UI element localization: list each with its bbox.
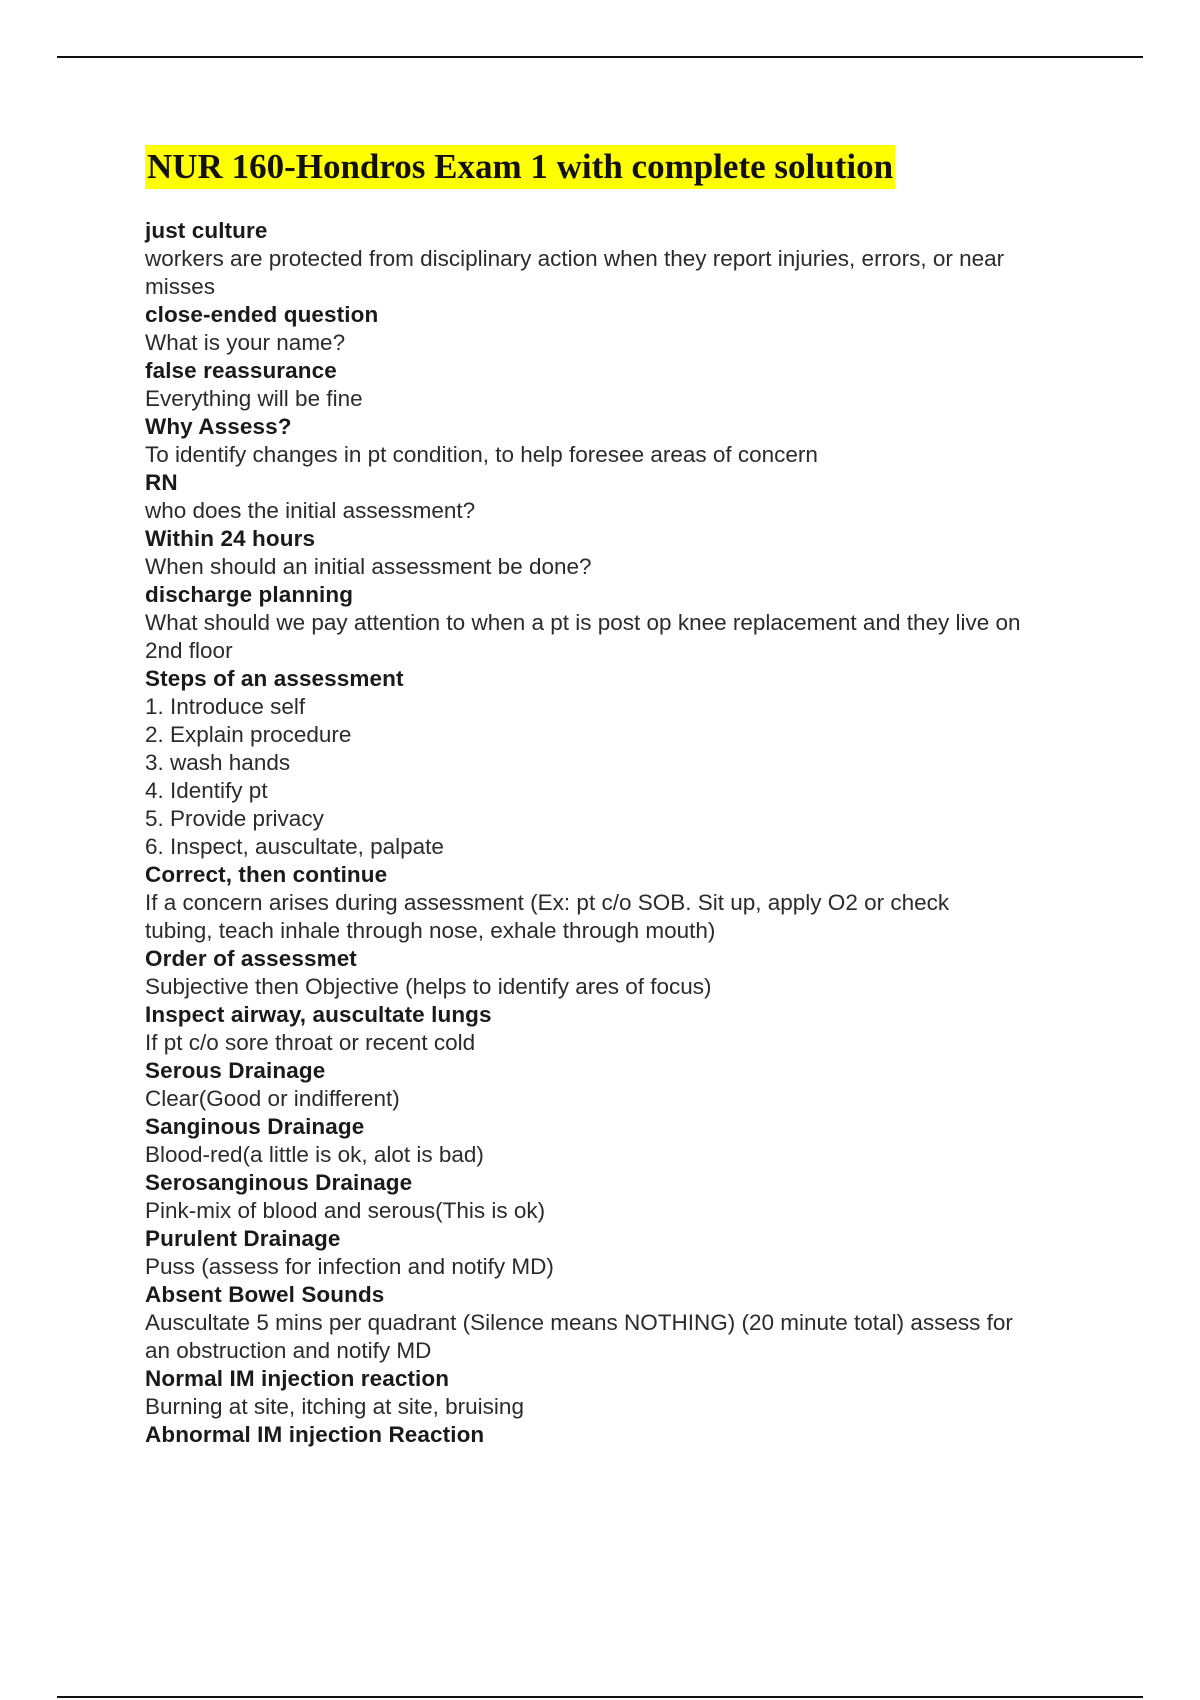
entry-definition	[145, 441, 1095, 469]
entry-definition	[145, 693, 1095, 861]
definition-line: 5. Provide privacy	[145, 806, 324, 831]
entry-term: Inspect airway, auscultate lungs	[145, 1002, 492, 1027]
definition-line: To identify changes in pt condition, to help foresee areas of concern	[145, 442, 818, 467]
definition-line: 1. Introduce self	[145, 694, 306, 719]
entry-definition	[145, 385, 1095, 413]
definition-line: workers are protected from disciplinary action when they report injuries, errors, or near	[145, 246, 1005, 271]
entry	[145, 1169, 1095, 1225]
definition-line: If a concern arises during assessment (Ex: pt c/o SOB. Sit up, apply O2 or check	[145, 890, 950, 915]
entry-definition	[145, 973, 1095, 1001]
entry-term: just culture	[145, 218, 268, 243]
entry-term: Within 24 hours	[145, 526, 316, 551]
entry-term: Sanginous Drainage	[145, 1114, 365, 1139]
entry-term: Purulent Drainage	[145, 1226, 341, 1251]
entry	[145, 413, 1095, 469]
entry	[145, 1113, 1095, 1169]
title-block	[145, 145, 895, 189]
entry-term: Absent Bowel Sounds	[145, 1282, 385, 1307]
entry-definition	[145, 1141, 1095, 1169]
definition-line: What should we pay attention to when a pt is post op knee replacement and they live on	[145, 610, 1021, 635]
entry	[145, 665, 1095, 861]
definition-line: Everything will be fine	[145, 386, 363, 411]
entry	[145, 945, 1095, 1001]
entry-definition	[145, 497, 1095, 525]
definition-line: tubing, teach inhale through nose, exhale through mouth)	[145, 918, 716, 943]
definition-line: Burning at site, itching at site, bruising	[145, 1394, 524, 1419]
definition-line: an obstruction and notify MD	[145, 1338, 432, 1363]
entry-term: Abnormal IM injection Reaction	[145, 1422, 485, 1447]
top-rule	[57, 56, 1143, 58]
entry-definition	[145, 889, 1095, 945]
entry	[145, 301, 1095, 357]
entry-term: Correct, then continue	[145, 862, 388, 887]
entry	[145, 1281, 1095, 1365]
entry-definition	[145, 553, 1095, 581]
entry-definition	[145, 1197, 1095, 1225]
entry-term: Steps of an assessment	[145, 666, 404, 691]
entry	[145, 1421, 1095, 1449]
definition-line: Blood-red(a little is ok, alot is bad)	[145, 1142, 484, 1167]
entry	[145, 1225, 1095, 1281]
entry-definition	[145, 1029, 1095, 1057]
entry-definition	[145, 1085, 1095, 1113]
definition-line: 4. Identify pt	[145, 778, 268, 803]
entry	[145, 861, 1095, 945]
entry-definition	[145, 1393, 1095, 1421]
entry-term: Serous Drainage	[145, 1058, 326, 1083]
definition-line: 2. Explain procedure	[145, 722, 352, 747]
entry-term: false reassurance	[145, 358, 337, 383]
definition-line: When should an initial assessment be done?	[145, 554, 592, 579]
definition-line: Puss (assess for infection and notify MD)	[145, 1254, 554, 1279]
entry-definition	[145, 329, 1095, 357]
entry	[145, 357, 1095, 413]
definition-line: What is your name?	[145, 330, 346, 355]
entry-definition	[145, 1253, 1095, 1281]
definition-line: who does the initial assessment?	[145, 498, 476, 523]
entry-term: Serosanginous Drainage	[145, 1170, 413, 1195]
entry	[145, 1001, 1095, 1057]
definition-line: 3. wash hands	[145, 750, 291, 775]
definition-line: Clear(Good or indifferent)	[145, 1086, 400, 1111]
entry-definition	[145, 245, 1095, 301]
bottom-rule	[57, 1696, 1143, 1698]
entry-term: Order of assessmet	[145, 946, 357, 971]
entry	[145, 469, 1095, 525]
entry	[145, 581, 1095, 665]
definition-line: misses	[145, 274, 216, 299]
entry-term: Why Assess?	[145, 414, 292, 439]
definition-line: 6. Inspect, auscultate, palpate	[145, 834, 444, 859]
definition-line: 2nd floor	[145, 638, 233, 663]
definition-line: Pink-mix of blood and serous(This is ok)	[145, 1198, 546, 1223]
flashcard-list	[145, 217, 1095, 1449]
definition-line: Auscultate 5 mins per quadrant (Silence means NOTHING) (20 minute total) assess for	[145, 1310, 1013, 1335]
definition-line: If pt c/o sore throat or recent cold	[145, 1030, 476, 1055]
entry-term: close-ended question	[145, 302, 379, 327]
entry-term: RN	[145, 470, 178, 495]
entry	[145, 1057, 1095, 1113]
entry-definition	[145, 1309, 1095, 1365]
entry-definition	[145, 609, 1095, 665]
document-title: NUR 160-Hondros Exam 1 with complete solution	[145, 145, 895, 189]
entry	[145, 1365, 1095, 1421]
entry-term: discharge planning	[145, 582, 354, 607]
entry	[145, 525, 1095, 581]
entry	[145, 217, 1095, 301]
entry-term: Normal IM injection reaction	[145, 1366, 450, 1391]
definition-line: Subjective then Objective (helps to identify ares of focus)	[145, 974, 712, 999]
